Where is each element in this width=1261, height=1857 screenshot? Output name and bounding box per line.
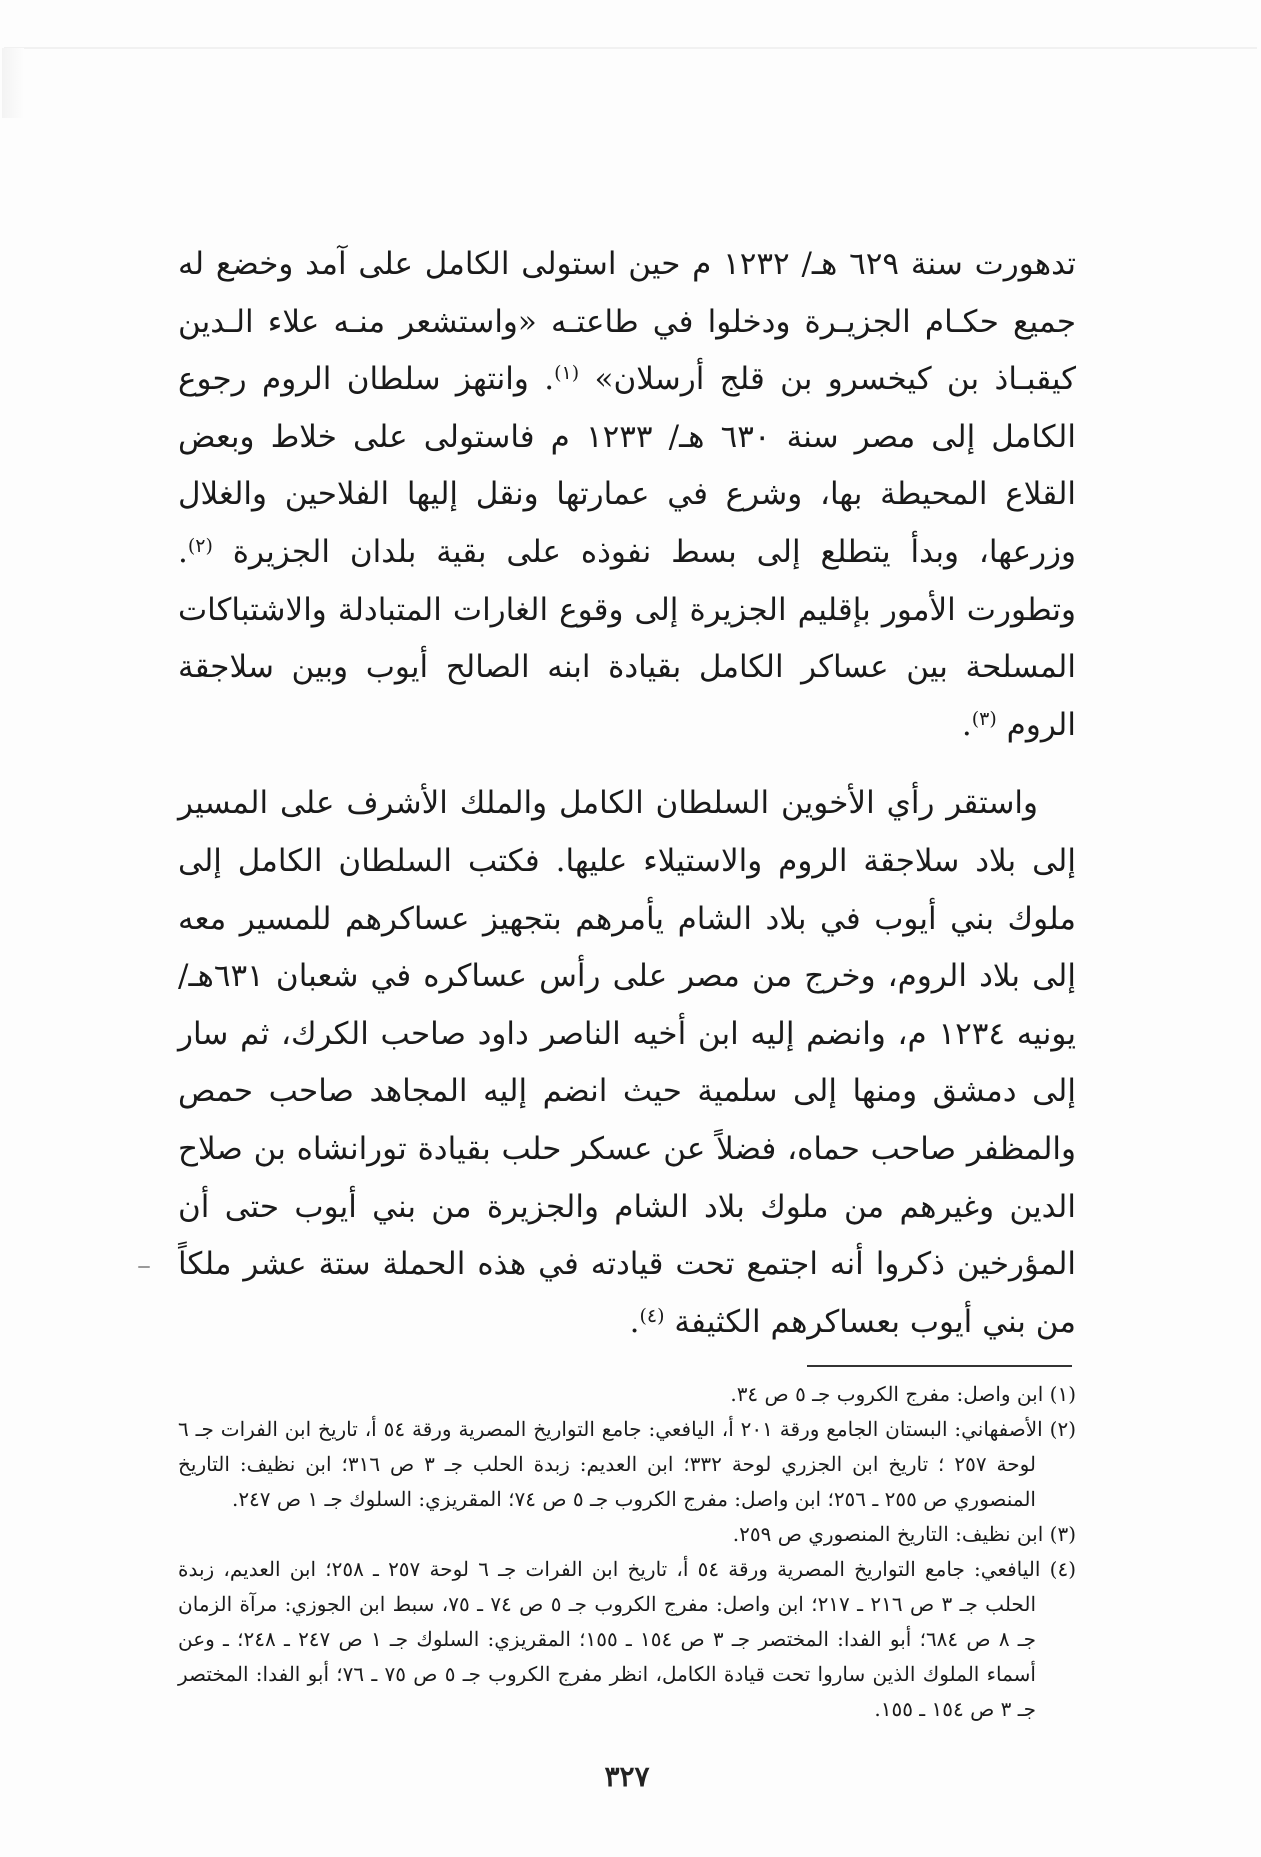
paragraph-2-text-b: .	[629, 1303, 640, 1340]
scan-edge-left	[2, 48, 24, 118]
paragraph-1-text-d: .	[961, 706, 972, 743]
footnote-ref-1[interactable]: (١)	[554, 362, 580, 385]
paragraph-2-text-a: واستقر رأي الأخوين السلطان الكامل والملك الأشرف على المسير إلى بلاد سلاجقة الروم والاستيلاء عليها. فكتب السلطان الكامل إلى ملوك بني أيوب في بلاد الشام يأمرهم بتجهيز عساكرهم للمسير معه إلى بلاد الروم، وخرج من مصر على رأس عساكره في شعبان ٦٣١هـ/ يونيه ١٢٣٤ م، وانضم إليه ابن أخيه الناصر داود صاحب الكرك، ثم سار إلى دمشق ومنها إلى سلمية حيث انضم إليه المجاهد صاحب حمص والمظفر صاحب حماه، فضلاً عن عسكر حلب بقيادة تورانشاه بن صلاح الدين وغيرهم من ملوك بلاد الشام والجزيرة من بني أيوب حتى أن المؤرخين ذكروا أنه اجتمع تحت قيادته في هذه الحملة ستة عشر ملكاً من بني أيوب بعساكرهم الكثيفة	[178, 785, 1076, 1340]
paragraph-1-text-a: تدهورت سنة ٦٢٩ هـ/ ١٢٣٢ م حين استولى الكامل على آمد وخضع له جميع حكـام الجزيـرة ودخلوا في طاعتـه «واستشعر منـه علاء الـدين كيقبـاذ بن كيخسرو بن قلج أرسلان»	[178, 246, 1076, 398]
footnote-ref-2[interactable]: (٢)	[187, 534, 213, 557]
footnote-4	[178, 1552, 1076, 1727]
footnote-4-text: اليافعي: جامع التواريخ المصرية ورقة ٥٤ أ، تاريخ ابن الفرات جـ ٦ لوحة ٢٥٧ ـ ٢٥٨؛ ابن العديم، زبدة الحلب جـ ٣ ص ٢١٦ ـ ٢١٧؛ ابن واصل: مفرج الكروب جـ ٥ ص ٧٤ ـ ٧٥، سبط ابن الجوزي: مرآة الزمان جـ ٨ ص ٦٨٤؛ أبو الفدا: المختصر جـ ٣ ص ١٥٤ ـ ١٥٥؛ المقريزي: السلوك جـ ١ ص ٢٤٧ ـ ٢٤٨؛ ـ وعن أسماء الملوك الذين ساروا تحت قيادة الكامل، انظر مفرج الكروب جـ ٥ ص ٧٥ ـ ٧٦؛ أبو الفدا: المختصر جـ ٣ ص ١٥٤ ـ ١٥٥.	[178, 1557, 1041, 1722]
footnote-2	[178, 1412, 1076, 1517]
footnote-4-number: (٤)	[1049, 1557, 1076, 1582]
footnote-separator	[807, 1365, 1072, 1367]
footnote-ref-4[interactable]: (٤)	[639, 1304, 665, 1327]
paragraph-2	[178, 775, 1076, 1351]
footnote-3	[178, 1517, 1076, 1552]
footnote-3-number: (٣)	[1049, 1522, 1076, 1547]
footnote-2-number: (٢)	[1049, 1417, 1076, 1442]
page-number: ٣٢٧	[604, 1760, 650, 1794]
footnote-2-text: الأصفهاني: البستان الجامع ورقة ٢٠١ أ، اليافعي: جامع التواريخ المصرية ورقة ٥٤ أ، تاريخ ابن الفرات جـ ٦ لوحة ٢٥٧ ؛ تاريخ ابن الجزري لوحة ٣٣٢؛ ابن العديم: زبدة الحلب جـ ٣ ص ٣١٦؛ ابن نظيف: التاريخ المنصوري ص ٢٥٥ ـ ٢٥٦؛ ابن واصل: مفرج الكروب جـ ٥ ص ٧٤؛ المقريزي: السلوك جـ ١ ص ٢٤٧.	[178, 1417, 1043, 1512]
page-content	[178, 0, 1076, 1857]
footnote-3-text: ابن نظيف: التاريخ المنصوري ص ٢٥٩.	[732, 1522, 1044, 1547]
paragraph-1-text-b: . وانتهز سلطان الروم رجوع الكامل إلى مصر سنة ٦٣٠ هـ/ ١٢٣٣ م فاستولى على خلاط وبعض القلاع المحيطة بها، وشرع في عمارتها ونقل إليها الفلاحين والغلال وزرعها، وبدأ يتطلع إلى بسط نفوذه على بقية بلدان الجزيرة	[178, 361, 1076, 570]
paragraph-1-text-c: . وتطورت الأمور بإقليم الجزيرة إلى وقوع الغارات المتبادلة والاشتباكات المسلحة بين عساكر الكامل بقيادة ابنه الصالح أيوب وبين سلاجقة الروم	[178, 533, 1076, 743]
footnote-1	[178, 1377, 1076, 1412]
footnote-1-number: (١)	[1049, 1382, 1076, 1407]
footnote-ref-3[interactable]: (٣)	[971, 707, 997, 730]
scan-stray-mark	[138, 1266, 150, 1268]
main-text	[178, 236, 1076, 1351]
footnote-separator-row	[178, 1351, 1076, 1377]
footnotes	[178, 1377, 1076, 1727]
footnote-1-text: ابن واصل: مفرج الكروب جـ ٥ ص ٣٤.	[730, 1382, 1044, 1407]
paragraph-1	[178, 236, 1076, 754]
